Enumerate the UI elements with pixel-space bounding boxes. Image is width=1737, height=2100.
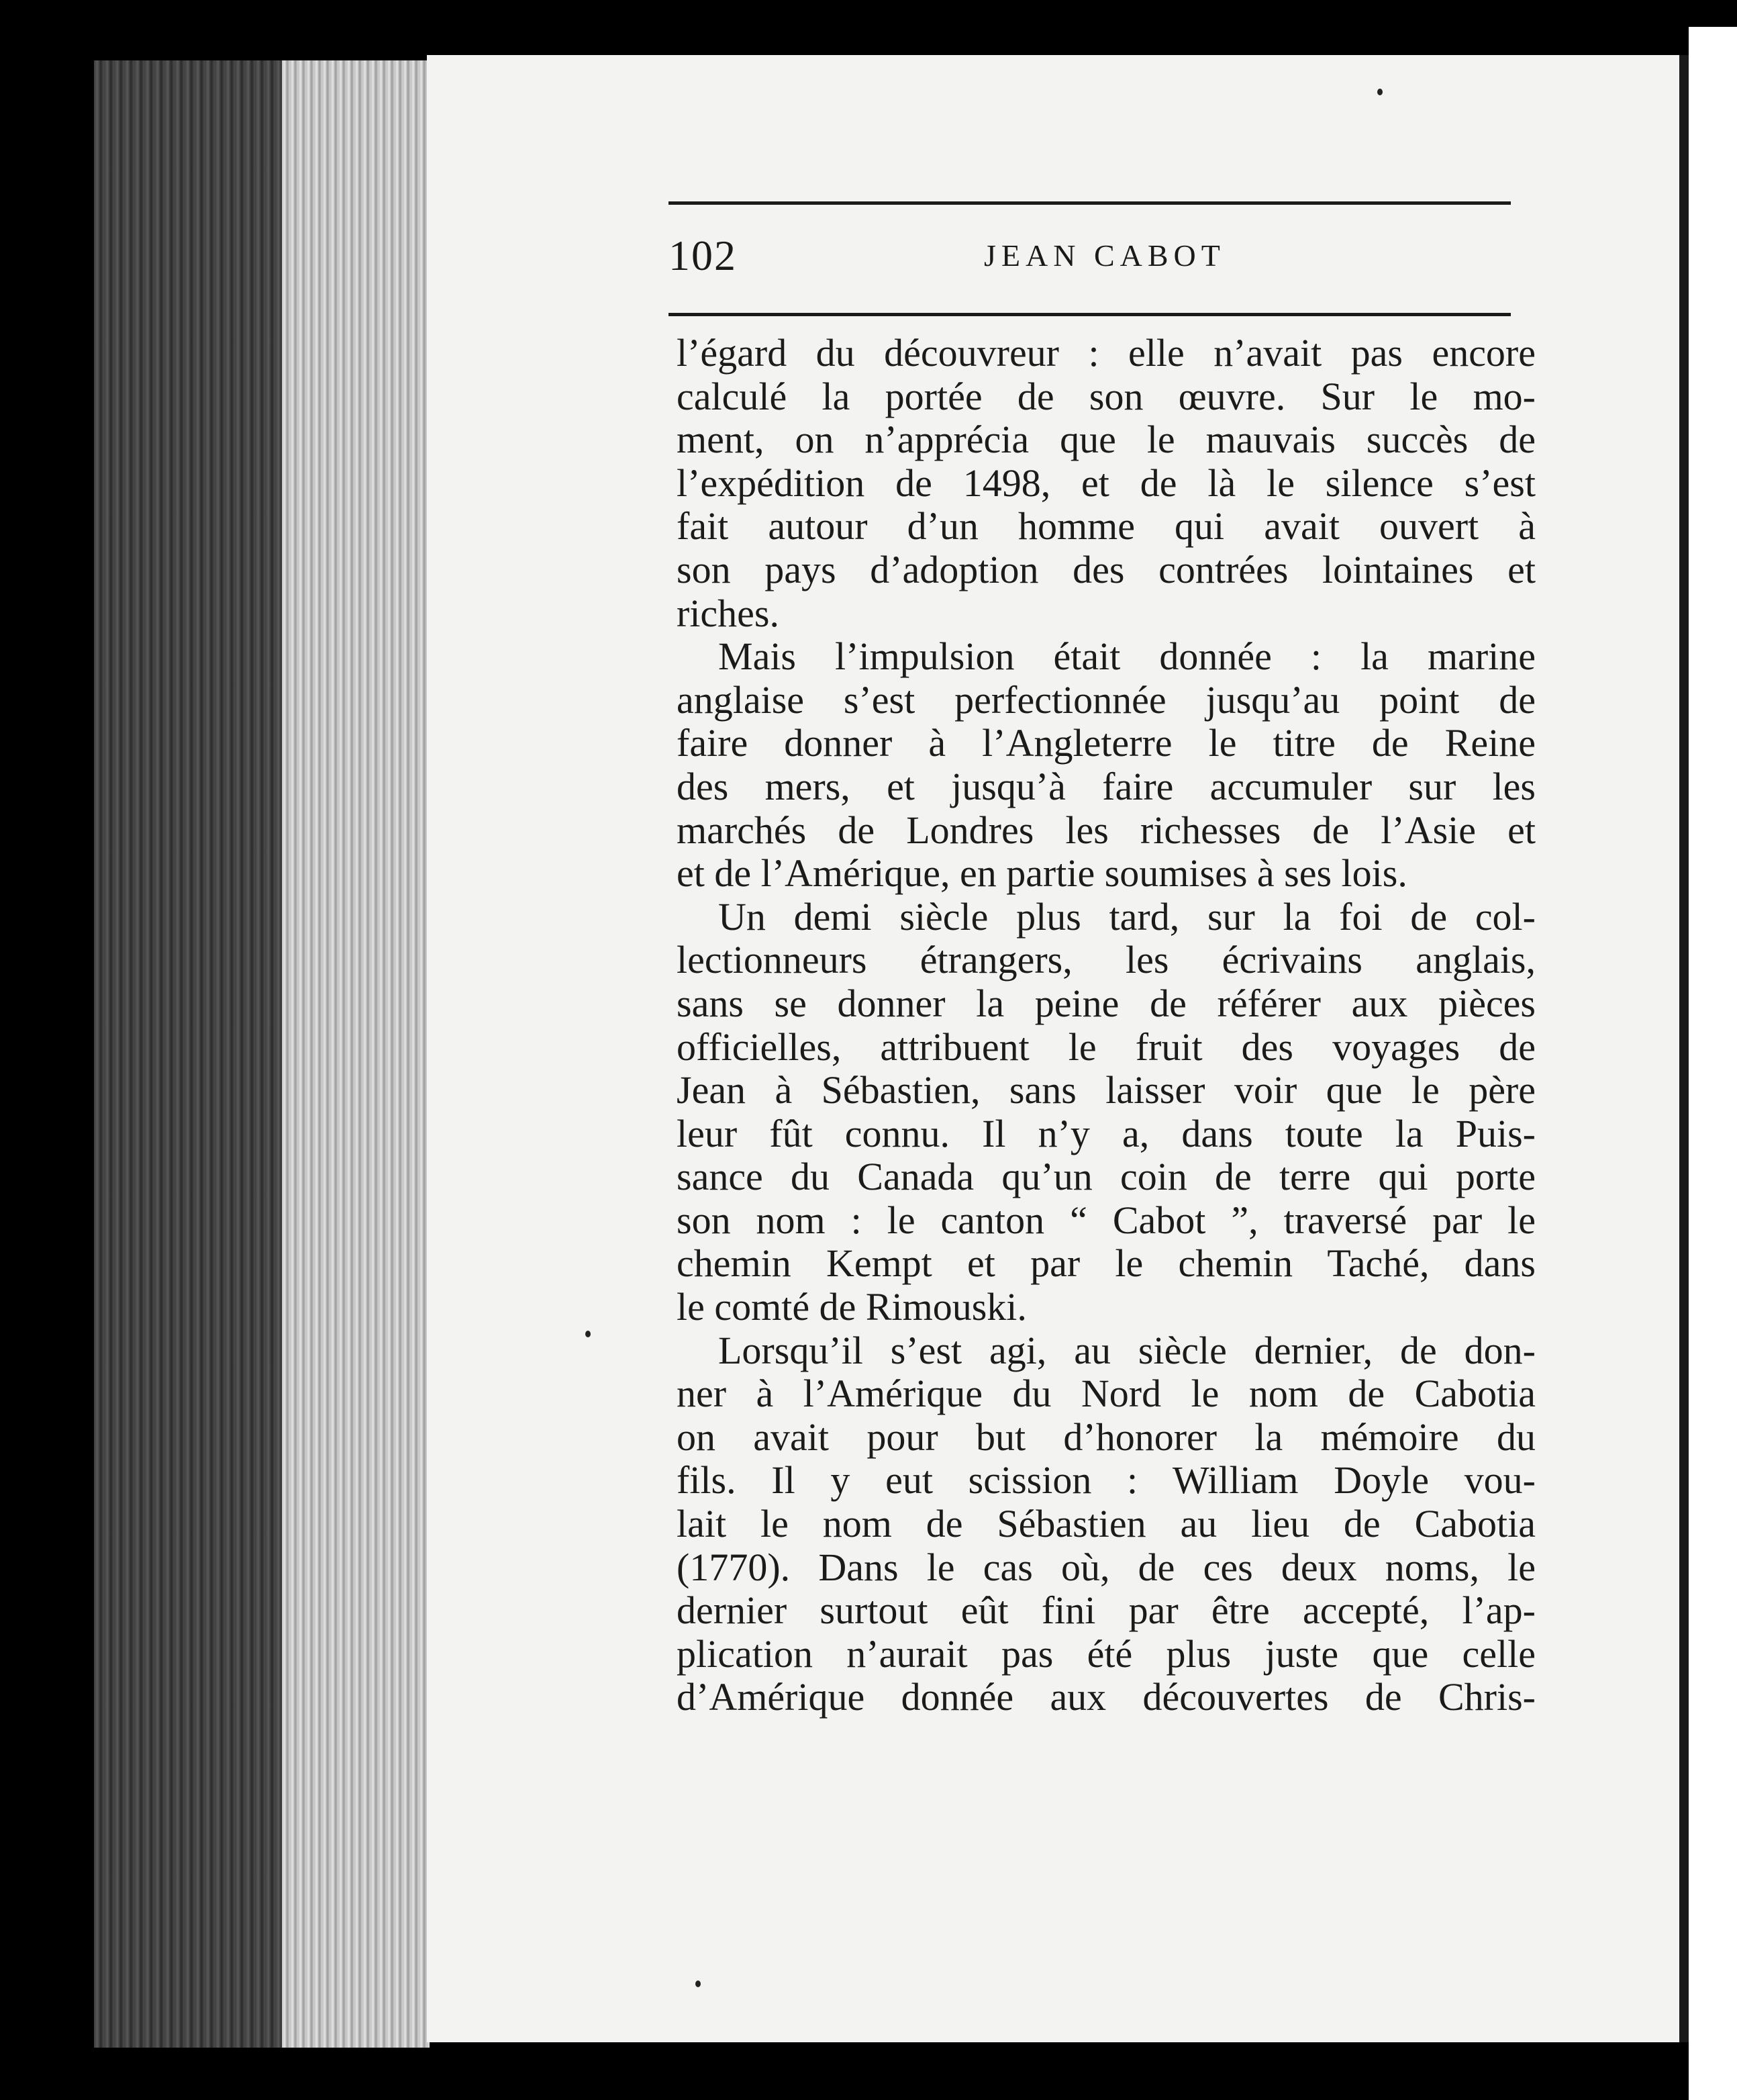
scan-speck — [1377, 89, 1383, 95]
scan-speck — [585, 1331, 591, 1337]
text-line: marchés de Londres les richesses de l’Asie et — [677, 808, 1536, 852]
text-line: fait autour d’un homme qui avait ouvert à — [677, 504, 1536, 548]
paragraph — [677, 1329, 1536, 1719]
text-line: le comté de Rimouski. — [677, 1285, 1027, 1329]
text-line: Jean à Sébastien, sans laisser voir que le père — [677, 1068, 1536, 1112]
text-line: lectionneurs étrangers, les écrivains anglais, — [677, 938, 1536, 982]
text-line: sans se donner la peine de référer aux pièces — [677, 981, 1536, 1025]
text-line: son nom : le canton “ Cabot ”, traversé par le — [677, 1198, 1536, 1242]
text-line: fils. Il y eut scission : William Doyle vou- — [677, 1458, 1536, 1502]
text-line: dernier surtout eût fini par être accepté, l’ap- — [677, 1588, 1536, 1633]
text-line: plication n’aurait pas été plus juste que celle — [677, 1631, 1536, 1676]
page-edges-light — [282, 60, 430, 2048]
text-line: leur fût connu. Il n’y a, dans toute la Puis- — [677, 1111, 1536, 1155]
text-line: ner à l’Amérique du Nord le nom de Cabotia — [677, 1372, 1536, 1416]
text-line: ment, on n’apprécia que le mauvais succès de — [677, 418, 1536, 462]
text-line: on avait pour but d’honorer la mémoire du — [677, 1415, 1536, 1459]
running-title: JEAN CABOT — [984, 238, 1226, 273]
paragraph — [677, 896, 1536, 1329]
header-rule-bottom — [668, 313, 1511, 316]
paragraph — [677, 332, 1536, 635]
book-page-edges — [94, 60, 430, 2048]
text-line: Un demi siècle plus tard, sur la foi de col- — [718, 894, 1536, 939]
text-line: riches. — [677, 591, 779, 635]
body-text — [677, 332, 1536, 1719]
scan-margin — [1689, 27, 1737, 2100]
text-line: Mais l’impulsion était donnée : la marine — [718, 634, 1536, 679]
text-line: lait le nom de Sébastien au lieu de Cabotia — [677, 1502, 1536, 1546]
text-line: d’Amérique donnée aux découvertes de Chris- — [677, 1675, 1536, 1719]
paragraph — [677, 635, 1536, 896]
text-line: faire donner à l’Angleterre le titre de Reine — [677, 721, 1536, 765]
text-line: (1770). Dans le cas où, de ces deux noms, le — [677, 1545, 1536, 1589]
page-number: 102 — [668, 232, 737, 279]
printed-page — [427, 55, 1689, 2042]
text-line: et de l’Amérique, en partie soumises à ses lois. — [677, 851, 1407, 896]
text-line: chemin Kempt et par le chemin Taché, dans — [677, 1241, 1536, 1286]
text-line: l’égard du découvreur : elle n’avait pas encore — [677, 331, 1536, 375]
text-line: officielles, attribuent le fruit des voyages de — [677, 1024, 1536, 1069]
scan-speck — [695, 1980, 701, 1987]
text-line: l’expédition de 1498, et de là le silence s’est — [677, 461, 1536, 505]
page-edges-shadow — [94, 60, 282, 2048]
text-line: sance du Canada qu’un coin de terre qui porte — [677, 1155, 1536, 1199]
text-line: calculé la portée de son œuvre. Sur le mo- — [677, 374, 1536, 418]
text-line: anglaise s’est perfectionnée jusqu’au point de — [677, 677, 1536, 722]
text-line: son pays d’adoption des contrées lointaines et — [677, 547, 1536, 591]
running-head — [668, 231, 1511, 291]
text-line: Lorsqu’il s’est agi, au siècle dernier, de don- — [718, 1328, 1536, 1372]
header-rule-top — [668, 201, 1511, 205]
text-line: des mers, et jusqu’à faire accumuler sur les — [677, 764, 1536, 808]
